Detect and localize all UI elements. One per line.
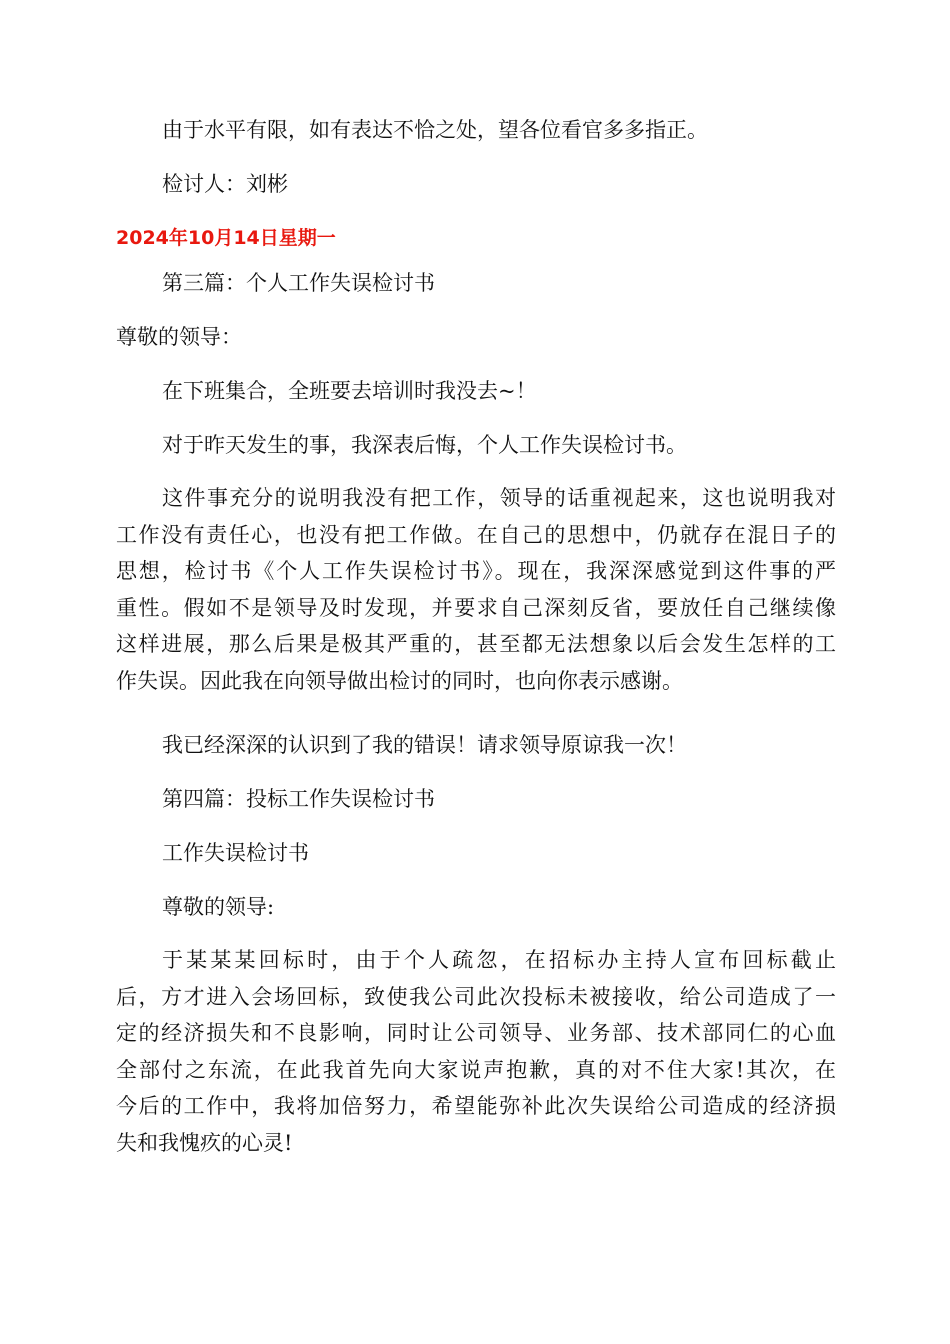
paragraph-3-line: 这样进展，那么后果是极其严重的，甚至都无法想象以后会发生怎样的工 [116, 632, 836, 656]
reviewer-signature: 检讨人：刘彬 [162, 172, 288, 196]
paragraph-1: 在下班集合，全班要去培训时我没去~！ [162, 379, 537, 403]
paragraph-3-line: 工作没有责任心，也没有把工作做。在自己的思想中，仍就存在混日子的 [116, 522, 836, 547]
paragraph-3-line: 作失误。因此我在向领导做出检讨的同时，也向你表示感谢。 [116, 668, 683, 693]
part3-title: 第三篇：个人工作失误检讨书 [162, 271, 435, 295]
paragraph-5-line: 失和我愧疚的心灵! [116, 1130, 293, 1155]
part4-subtitle: 工作失误检讨书 [162, 841, 309, 865]
paragraph-2: 对于昨天发生的事，我深表后悔，个人工作失误检讨书。 [162, 433, 687, 457]
paragraph-5-line: 后，方才进入会场回标，致使我公司此次投标未被接收，给公司造成了一 [116, 984, 836, 1009]
paragraph-5-line: 全部付之东流，在此我首先向大家说声抱歉，真的对不住大家!其次，在 [116, 1057, 836, 1082]
part4-title: 第四篇：投标工作失误检讨书 [162, 787, 435, 811]
paragraph-5-line: 定的经济损失和不良影响，同时让公司领导、业务部、技术部同仁的心血 [116, 1021, 836, 1045]
document-date: 2024年10月14日星期一 [116, 227, 336, 249]
paragraph-3-line: 思想，检讨书《个人工作失误检讨书》。现在，我深深感觉到这件事的严 [116, 559, 836, 583]
salutation-2: 尊敬的领导: [162, 895, 275, 919]
paragraph-5 [116, 942, 836, 1161]
closing-note: 由于水平有限，如有表达不恰之处，望各位看官多多指正。 [162, 118, 708, 142]
paragraph-3-line: 重性。假如不是领导及时发现，并要求自己深刻反省，要放任自己继续像 [116, 595, 836, 620]
paragraph-5-line: 于某某某回标时，由于个人疏忽，在招标办主持人宣布回标截止 [162, 948, 836, 972]
salutation-1: 尊敬的领导： [116, 325, 242, 349]
paragraph-4: 我已经深深的认识到了我的错误！请求领导原谅我一次！ [162, 733, 687, 757]
paragraph-5-line: 今后的工作中，我将加倍努力，希望能弥补此次失误给公司造成的经济损 [116, 1094, 836, 1118]
paragraph-3-line: 这件事充分的说明我没有把工作，领导的话重视起来，这也说明我对 [162, 486, 836, 510]
paragraph-3 [116, 480, 836, 699]
